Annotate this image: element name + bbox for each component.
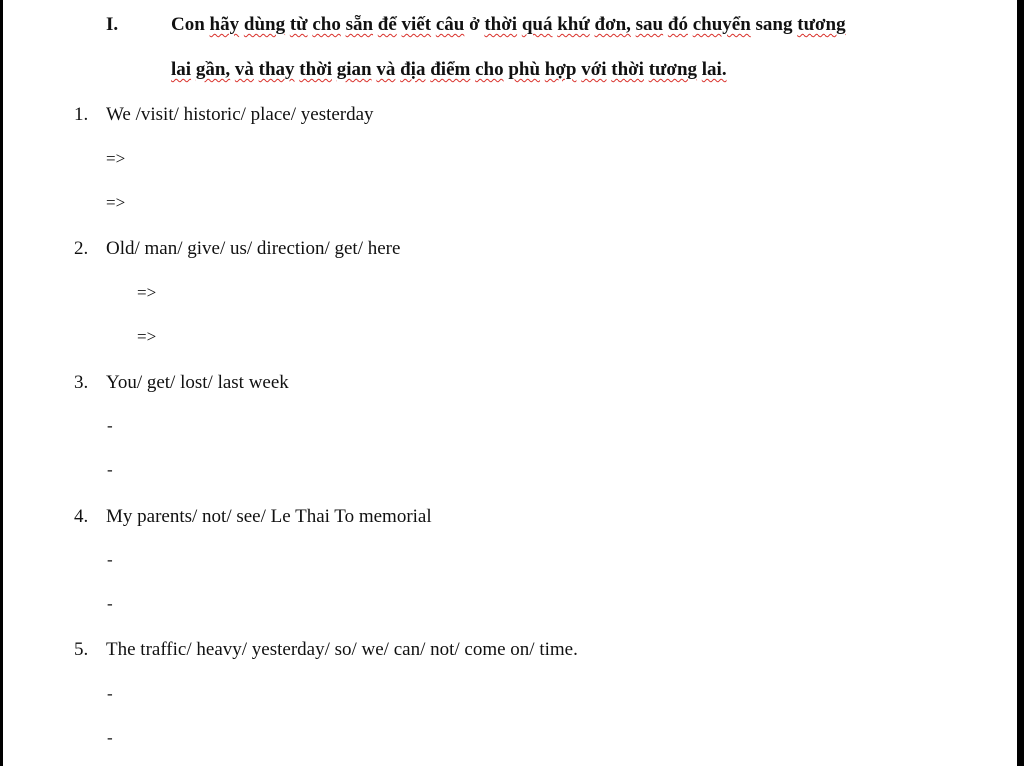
item-2-answer-2: => — [137, 327, 157, 346]
instruction-word: thay — [258, 59, 295, 80]
instruction-word: quá — [521, 14, 553, 35]
item-4-prompt: My parents/ not/ see/ Le Thai To memorial — [106, 506, 432, 527]
instruction-word: thời — [299, 59, 332, 80]
instruction-word: sau — [635, 14, 664, 35]
instruction-word: và — [376, 59, 396, 80]
item-3-prompt: You/ get/ lost/ last week — [106, 372, 289, 393]
instruction-word: hợp — [544, 59, 577, 80]
instruction-word: hãy — [209, 14, 240, 35]
instruction-word: lai. — [701, 59, 727, 80]
instruction-word: cho — [312, 14, 341, 35]
item-2-number: 2. — [74, 238, 89, 259]
item-3-number: 3. — [74, 372, 89, 393]
item-4-number: 4. — [74, 506, 89, 527]
section-number: I. — [106, 14, 119, 35]
instruction-word: gần, — [195, 59, 231, 80]
item-2-prompt: Old/ man/ give/ us/ direction/ get/ here — [106, 238, 401, 259]
item-4-answer-2: - — [107, 594, 113, 613]
instruction-word: cho — [475, 59, 504, 80]
instruction-word: ở — [464, 14, 485, 35]
instruction-word: với — [581, 59, 607, 80]
item-5-number: 5. — [74, 639, 89, 660]
instruction-word: khứ — [557, 14, 590, 35]
instruction-word: tương — [797, 14, 846, 35]
item-1-answer-2: => — [106, 193, 126, 212]
instruction-word: địa — [400, 59, 426, 80]
instruction-word: tương — [648, 59, 698, 80]
instruction-word: để — [377, 14, 397, 35]
instruction-word: sang — [750, 14, 798, 35]
instruction-word: gian — [336, 59, 372, 80]
item-3-answer-1: - — [107, 416, 113, 435]
instruction-word: phù — [508, 59, 541, 80]
instruction-word: thời — [611, 59, 644, 80]
instruction-word: chuyển — [692, 14, 751, 35]
item-5-prompt: The traffic/ heavy/ yesterday/ so/ we/ can/ not/ come on/ time. — [106, 639, 578, 660]
item-1-prompt: We /visit/ historic/ place/ yesterday — [106, 104, 374, 125]
instruction-word: Con — [171, 14, 210, 35]
instruction-word: câu — [435, 14, 465, 35]
item-1-number: 1. — [74, 104, 89, 125]
item-2-answer-1: => — [137, 283, 157, 302]
instruction-word: thời — [484, 14, 518, 35]
item-1-answer-1: => — [106, 149, 126, 168]
instruction-word: và — [234, 59, 254, 80]
instruction-word: viết — [401, 14, 432, 35]
instruction-word: từ — [289, 14, 308, 35]
instruction-word: điểm — [430, 59, 471, 80]
item-3-answer-2: - — [107, 460, 113, 479]
document-page — [3, 0, 1017, 766]
instruction-word: đơn, — [594, 14, 631, 35]
item-5-answer-1: - — [107, 684, 113, 703]
instruction-word: lai — [171, 59, 192, 80]
instruction-word: sẵn — [345, 14, 374, 35]
section-instruction-line-2 — [171, 59, 727, 81]
item-4-answer-1: - — [107, 550, 113, 569]
instruction-word: dùng — [243, 14, 286, 35]
instruction-word: đó — [667, 14, 688, 35]
section-instruction-line-1 — [171, 14, 846, 36]
item-5-answer-2: - — [107, 728, 113, 747]
